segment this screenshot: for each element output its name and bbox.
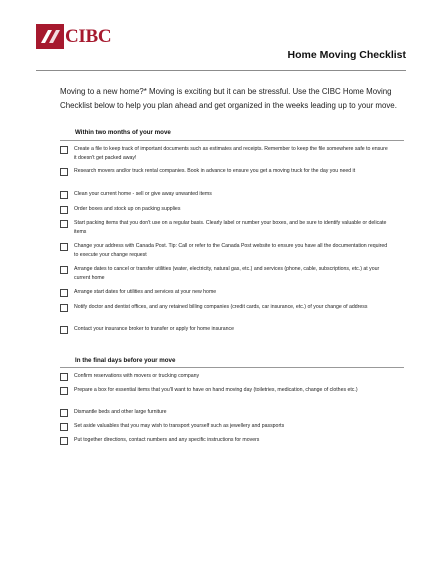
page-title: Home Moving Checklist bbox=[287, 49, 406, 61]
cibc-logo bbox=[36, 24, 111, 49]
checklist-item-label: Create a file to keep track of important documents such as estimates and receipts. Remember to keep the file somewhere safe to ensure it doesn't get packed away! bbox=[74, 146, 388, 161]
checklist-item-label: Change your address with Canada Post. Tip: Call or refer to the Canada Post website to ensure you have all the documentation required to execute your change request bbox=[74, 243, 388, 258]
checklist-item-label: Arrange dates to cancel or transfer utilities (water, electricity, natural gas, etc.) and services (phone, cable, subscriptions, etc.) at your current home bbox=[74, 266, 380, 281]
checklist-item[interactable] bbox=[60, 190, 390, 199]
checkbox[interactable] bbox=[60, 304, 68, 312]
checklist-item[interactable] bbox=[60, 422, 390, 431]
intro-paragraph: Moving to a new home?* Moving is exciting but it can be stressful. Use the CIBC Home Moving Checklist below to help you plan ahead and get organized in the weeks leading up to your move. bbox=[60, 87, 397, 110]
checkbox[interactable] bbox=[60, 326, 68, 334]
checklist-item-label: Confirm reservations with movers or trucking company bbox=[74, 373, 200, 379]
checklist-item-label: Research movers and/or truck rental companies. Book in advance to ensure you get a moving truck for the day you need it bbox=[74, 168, 356, 174]
checkbox[interactable] bbox=[60, 409, 68, 417]
checklist-item-label: Start packing items that you don't use on a regular basis. Clearly label or number your boxes, and be sure to identify valuable or delicate items bbox=[74, 220, 387, 235]
checklist-item[interactable] bbox=[60, 372, 390, 381]
section-divider bbox=[60, 140, 404, 141]
checkbox[interactable] bbox=[60, 437, 68, 445]
checkbox[interactable] bbox=[60, 191, 68, 199]
checklist-item[interactable] bbox=[60, 436, 390, 445]
section-heading-final-days: In the final days before your move bbox=[75, 357, 176, 364]
checklist-item-label: Dismantle beds and other large furniture bbox=[74, 409, 167, 415]
checklist-item[interactable] bbox=[60, 205, 390, 214]
checklist-item-label: Set aside valuables that you may wish to transport yourself such as jewellery and passports bbox=[74, 423, 285, 429]
section-heading-two-months: Within two months of your move bbox=[75, 129, 171, 136]
checkbox[interactable] bbox=[60, 243, 68, 251]
checklist-item[interactable] bbox=[60, 145, 390, 163]
checklist-item[interactable] bbox=[60, 408, 390, 417]
checklist-item-label: Clean your current home - sell or give away unwanted items bbox=[74, 191, 212, 197]
checkbox[interactable] bbox=[60, 146, 68, 154]
checklist-item[interactable] bbox=[60, 219, 390, 237]
checklist-item-label: Put together directions, contact numbers and any specific instructions for movers bbox=[74, 437, 260, 443]
checkbox[interactable] bbox=[60, 373, 68, 381]
checkbox[interactable] bbox=[60, 387, 68, 395]
checklist-item-label: Arrange start dates for utilities and services at your new home bbox=[74, 289, 217, 295]
checklist-item[interactable] bbox=[60, 386, 390, 395]
cibc-logo-mark-icon bbox=[36, 24, 64, 49]
checklist-item[interactable] bbox=[60, 303, 390, 312]
checkbox[interactable] bbox=[60, 423, 68, 431]
checklist-item[interactable] bbox=[60, 167, 390, 176]
checklist-item[interactable] bbox=[60, 265, 390, 283]
checklist-item-label: Prepare a box for essential items that you'll want to have on hand moving day (toiletries, medication, change of clothes etc.) bbox=[74, 387, 358, 393]
checkbox[interactable] bbox=[60, 206, 68, 214]
checkbox[interactable] bbox=[60, 168, 68, 176]
checklist-item-label: Order boxes and stock up on packing supplies bbox=[74, 206, 181, 212]
section-divider bbox=[60, 367, 404, 368]
checkbox[interactable] bbox=[60, 266, 68, 274]
checkbox[interactable] bbox=[60, 220, 68, 228]
checkbox[interactable] bbox=[60, 289, 68, 297]
checklist-item[interactable] bbox=[60, 325, 390, 334]
cibc-logo-text: CIBC bbox=[65, 26, 112, 47]
checklist-item[interactable] bbox=[60, 242, 390, 260]
checklist-item-label: Notify doctor and dentist offices, and any retained billing companies (credit cards, car insurance, etc.) of your change of address bbox=[74, 304, 368, 310]
checklist-item-label: Contact your insurance broker to transfer or apply for home insurance bbox=[74, 326, 235, 332]
title-divider bbox=[36, 70, 406, 71]
checklist-item[interactable] bbox=[60, 288, 390, 297]
